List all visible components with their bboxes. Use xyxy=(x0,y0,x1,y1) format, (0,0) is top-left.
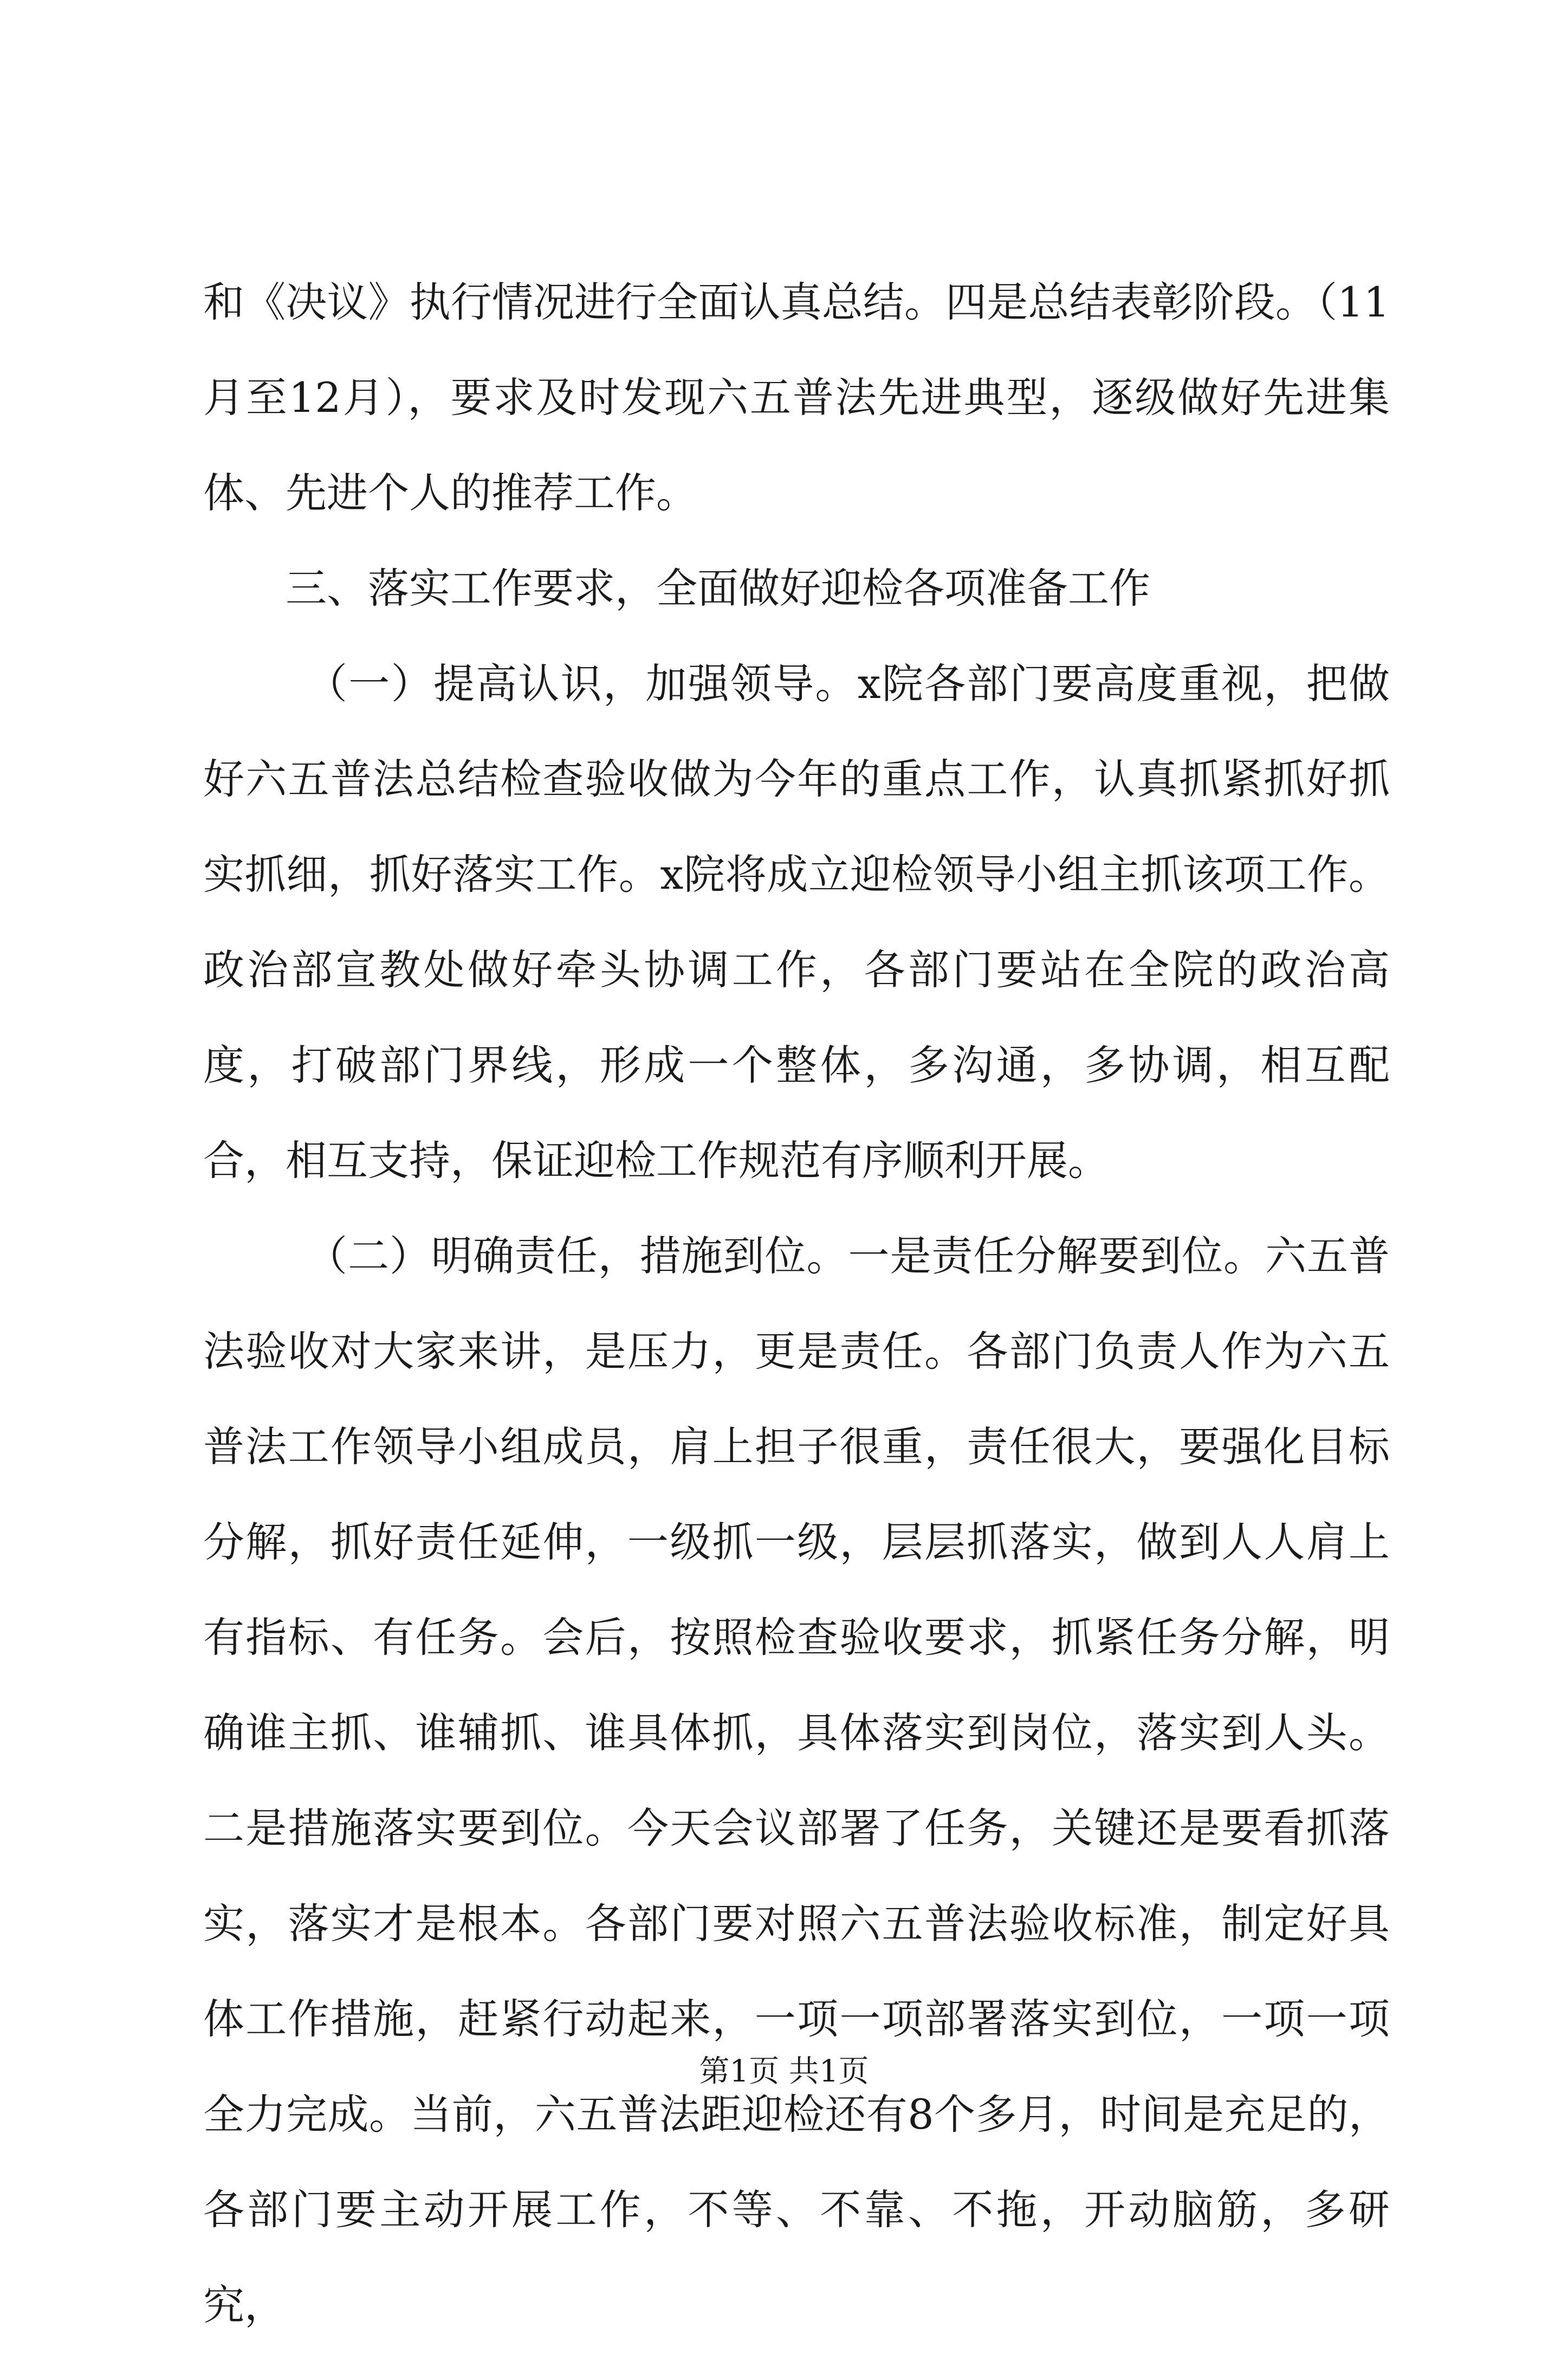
document-body xyxy=(203,255,1390,2353)
paragraph-item-2: （二）明确责任，措施到位。一是责任分解要到位。六五普法验收对大家来讲，是压力，更是责任。各部门负责人作为六五普法工作领导小组成员，肩上担子很重，责任很大，要强化目标分解，抓好责任延伸，一级抓一级，层层抓落实，做到人人肩上有指标、有任务。会后，按照检查验收要求，抓紧任务分解，明确谁主抓、谁辅抓、谁具体抓，具体落实到岗位，落实到人头。二是措施落实要到位。今天会议部署了任务，关键还是要看抓落实，落实才是根本。各部门要对照六五普法验收标准，制定好具体工作措施，赶紧行动起来，一项一项部署落实到位，一项一项全力完成。当前，六五普法距迎检还有8个多月，时间是充足的，各部门要主动开展工作，不等、不靠、不拖，开动脑筋，多研究， xyxy=(203,1232,1390,2329)
paragraph-item-1: （一）提高认识，加强领导。x院各部门要高度重视，把做好六五普法总结检查验收做为今年的重点工作，认真抓紧抓好抓实抓细，抓好落实工作。x院将成立迎检领导小组主抓该项工作。政治部宣教处做好牵头协调工作，各部门要站在全院的政治高度，打破部门界线，形成一个整体，多沟通，多协调，相互配合，相互支持，保证迎检工作规范有序顺利开展。 xyxy=(203,660,1390,1185)
section-heading: 三、落实工作要求，全面做好迎检各项准备工作 xyxy=(286,564,1150,612)
paragraph-continuation: 和《决议》执行情况进行全面认真总结。四是总结表彰阶段。（11月至12月），要求及时发现六五普法先进典型，逐级做好先进集体、先进个人的推荐工作。 xyxy=(203,278,1390,517)
page-footer: 第1页 共1页 xyxy=(699,2054,869,2089)
